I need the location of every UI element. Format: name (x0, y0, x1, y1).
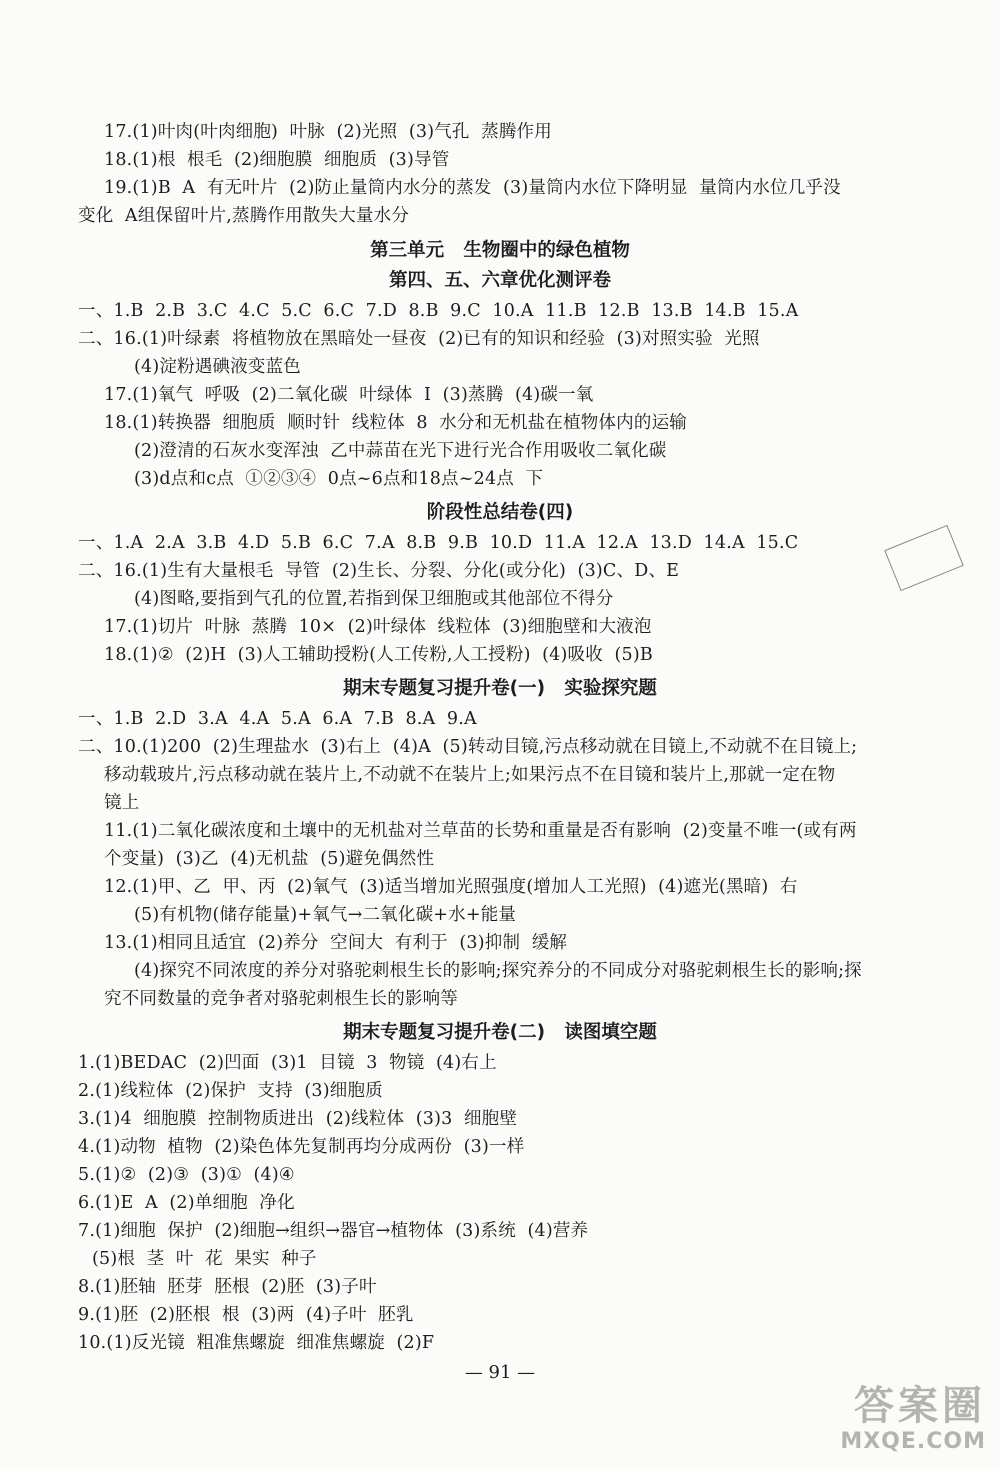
answer-line: 变化 A组保留叶片,蒸腾作用散失大量水分 (78, 206, 410, 226)
answer-line: 13.(1)相同且适宜 (2)养分 空间大 有利于 (3)抑制 缓解 (104, 933, 568, 953)
section-heading: 期末专题复习提升卷(一) 实验探究题 (343, 678, 657, 699)
answer-line: 7.(1)细胞 保护 (2)细胞→组织→器官→植物体 (3)系统 (4)营养 (78, 1221, 589, 1241)
answer-line: 镜上 (104, 793, 140, 813)
answer-line: 1.(1)BEDAC (2)凹面 (3)1 目镜 3 物镜 (4)右上 (78, 1053, 497, 1073)
answer-line: 12.(1)甲、乙 甲、丙 (2)氧气 (3)适当增加光照强度(增加人工光照) (4)遮光(黑暗) 右 (104, 877, 798, 897)
answer-line: 17.(1)氧气 呼吸 (2)二氧化碳 叶绿体 Ⅰ (3)蒸腾 (4)碳一氧 (104, 385, 594, 405)
answer-line: 一、1.B 2.B 3.C 4.C 5.C 6.C 7.D 8.B 9.C 10.A 11.B 12.B 13.B 14.B 15.A (78, 301, 799, 321)
section-heading: 期末专题复习提升卷(二) 读图填空题 (343, 1022, 657, 1043)
answer-line: 5.(1)② (2)③ (3)① (4)④ (78, 1165, 295, 1185)
answer-line: 移动载玻片,污点移动就在装片上,不动就不在装片上;如果污点不在目镜和装片上,那就一定在物 (104, 765, 836, 785)
answer-line: 17.(1)叶肉(叶肉细胞) 叶脉 (2)光照 (3)气孔 蒸腾作用 (104, 122, 552, 142)
answer-line: 一、1.A 2.A 3.B 4.D 5.B 6.C 7.A 8.B 9.B 10.D 11.A 12.A 13.D 14.A 15.C (78, 533, 799, 553)
answer-line: 11.(1)二氧化碳浓度和土壤中的无机盐对兰草苗的长势和重量是否有影响 (2)变量不唯一(或有两 (104, 821, 857, 841)
answer-line: 一、1.B 2.D 3.A 4.A 5.A 6.A 7.B 8.A 9.A (78, 709, 477, 729)
answer-line: 9.(1)胚 (2)胚根 根 (3)两 (4)子叶 胚乳 (78, 1305, 414, 1325)
answer-line: 二、16.(1)生有大量根毛 导管 (2)生长、分裂、分化(或分化) (3)C、D、E (78, 561, 680, 581)
answer-line: (4)图略,要指到气孔的位置,若指到保卫细胞或其他部位不得分 (134, 589, 614, 609)
answer-line: 二、10.(1)200 (2)生理盐水 (3)右上 (4)A (5)转动目镜,污点移动就在目镜上,不动就不在目镜上; (78, 737, 858, 757)
answer-line: (2)澄清的石灰水变浑浊 乙中蒜苗在光下进行光合作用吸收二氧化碳 (134, 441, 667, 461)
watermark-url: MXQE.COM (840, 1429, 986, 1454)
section-heading: 第四、五、六章优化测评卷 (388, 270, 611, 291)
answer-line: 18.(1)根 根毛 (2)细胞膜 细胞质 (3)导管 (104, 150, 450, 170)
answer-line: 19.(1)B A 有无叶片 (2)防止量筒内水分的蒸发 (3)量筒内水位下降明显 量筒内水位几乎没 (104, 178, 841, 198)
answer-line: (5)根 茎 叶 花 果实 种子 (92, 1249, 317, 1269)
answer-line: 二、16.(1)叶绿素 将植物放在黑暗处一昼夜 (2)已有的知识和经验 (3)对照实验 光照 (78, 329, 760, 349)
answer-line: 4.(1)动物 植物 (2)染色体先复制再均分成两份 (3)一样 (78, 1137, 525, 1157)
answer-line: (3)d点和c点 ①②③④ 0点~6点和18点~24点 下 (134, 469, 544, 489)
answer-line: (4)探究不同浓度的养分对骆驼刺根生长的影响;探究养分的不同成分对骆驼刺根生长的影响;探 (134, 961, 862, 981)
answer-line: 17.(1)切片 叶脉 蒸腾 10× (2)叶绿体 线粒体 (3)细胞壁和大液泡 (104, 617, 652, 637)
answer-line: (4)淀粉遇碘液变蓝色 (134, 357, 301, 377)
answer-line: 3.(1)4 细胞膜 控制物质进出 (2)线粒体 (3)3 细胞壁 (78, 1109, 518, 1129)
section-heading: 阶段性总结卷(四) (426, 502, 574, 523)
page-number: — 91 — (464, 1362, 536, 1383)
answer-line: 6.(1)E A (2)单细胞 净化 (78, 1193, 295, 1213)
answer-line: (5)有机物(储存能量)+氧气→二氧化碳+水+能量 (134, 905, 517, 925)
unit-heading: 第三单元 生物圈中的绿色植物 (370, 240, 630, 261)
answer-line: 18.(1)② (2)H (3)人工辅助授粉(人工传粉,人工授粉) (4)吸收 (5)B (104, 645, 653, 665)
answer-line: 8.(1)胚轴 胚芽 胚根 (2)胚 (3)子叶 (78, 1277, 377, 1297)
stamp-mark (884, 525, 964, 591)
answer-line: 究不同数量的竞争者对骆驼刺根生长的影响等 (104, 989, 458, 1009)
answer-line: 个变量) (3)乙 (4)无机盐 (5)避免偶然性 (104, 849, 435, 869)
watermark-title: 答案圈 (854, 1383, 986, 1429)
watermark-logo (756, 1383, 986, 1461)
answer-line: 10.(1)反光镜 粗准焦螺旋 细准焦螺旋 (2)F (78, 1333, 435, 1353)
answer-line: 2.(1)线粒体 (2)保护 支持 (3)细胞质 (78, 1081, 383, 1101)
answer-line: 18.(1)转换器 细胞质 顺时针 线粒体 8 水分和无机盐在植物体内的运输 (104, 413, 687, 433)
